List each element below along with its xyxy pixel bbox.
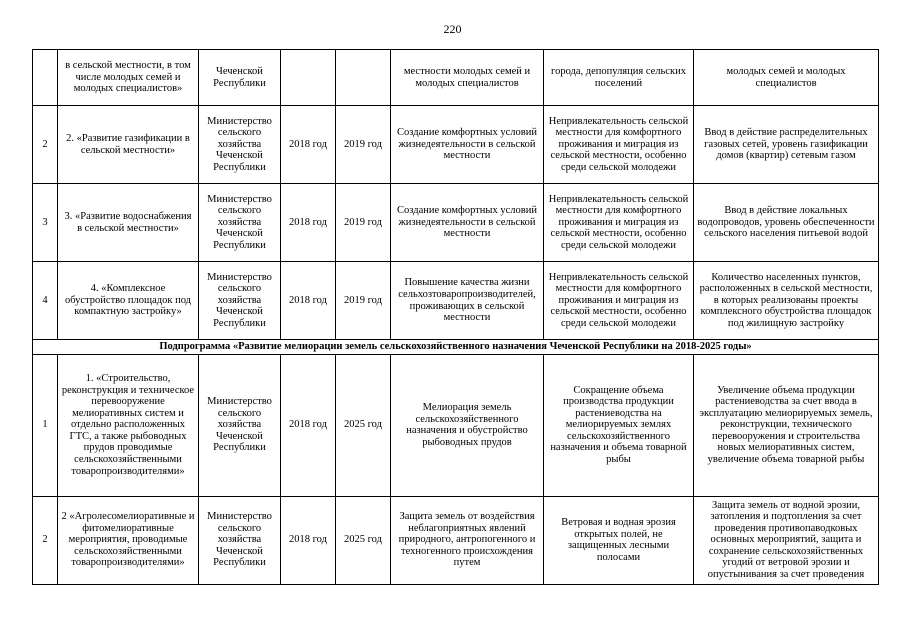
row-number: 4 <box>33 262 58 340</box>
non-implementation-consequence: Сокращение объема производства продукции растениеводства на мелиорируемых землях сельскохозяйственного назначения и объема товарной рыбы <box>544 354 694 496</box>
end-year: 2019 год <box>336 106 391 184</box>
target-indicator: молодых семей и молодых специалистов <box>694 50 879 106</box>
target-indicator: Увеличение объема продукции растениеводства за счет ввода в эксплуатацию мелиорируемых земель, реконструкции, технического перевооружения и строительства новых мелиоративных систем, увеличение объема товарной рыбы <box>694 354 879 496</box>
row-number: 2 <box>33 106 58 184</box>
page-number: 220 <box>443 22 462 36</box>
row-number: 3 <box>33 184 58 262</box>
end-year: 2019 год <box>336 262 391 340</box>
start-year: 2018 год <box>281 496 336 584</box>
non-implementation-consequence: Непривлекательность сельской местности для комфортного проживания и миграция из сельской местности, особенно среди сельской молодежи <box>544 106 694 184</box>
measure-name: 1. «Строительство, реконструкция и техническое перевооружение мелиоративных систем и отдельно расположенных ГТС, а также рыбоводных прудов проводимые сельскохозяйственными товаропроизводителями» <box>58 354 199 496</box>
start-year: 2018 год <box>281 184 336 262</box>
table-row <box>33 262 879 340</box>
measure-name: 2. «Развитие газификации в сельской местности» <box>58 106 199 184</box>
expected-result: Создание комфортных условий жизнедеятельности в сельской местности <box>391 106 544 184</box>
non-implementation-consequence: города, депопуляция сельских поселений <box>544 50 694 106</box>
row-number: 2 <box>33 496 58 584</box>
row-number <box>33 50 58 106</box>
target-indicator: Ввод в действие локальных водопроводов, уровень обеспеченности сельского населения питьевой водой <box>694 184 879 262</box>
executor: Министерство сельского хозяйства Чеченской Республики <box>199 184 281 262</box>
start-year: 2018 год <box>281 354 336 496</box>
table-row <box>33 184 879 262</box>
end-year: 2025 год <box>336 354 391 496</box>
non-implementation-consequence: Непривлекательность сельской местности для комфортного проживания и миграция из сельской местности, особенно среди сельской молодежи <box>544 262 694 340</box>
expected-result: Защита земель от воздействия неблагоприятных явлений природного, антропогенного и техногенного происхождения путем <box>391 496 544 584</box>
executor: Министерство сельского хозяйства Чеченской Республики <box>199 262 281 340</box>
executor: Министерство сельского хозяйства Чеченской Республики <box>199 354 281 496</box>
executor: Министерство сельского хозяйства Чеченской Республики <box>199 106 281 184</box>
end-year: 2019 год <box>336 184 391 262</box>
table-row <box>33 496 879 584</box>
subprogram-heading: Подпрограмма «Развитие мелиорации земель сельскохозяйственного назначения Чеченской Республики на 2018-2025 годы» <box>33 340 879 355</box>
target-indicator: Защита земель от водной эрозии, затопления и подтопления за счет проведения противопаводковых основных мероприятий, защита и сохранение сельскохозяйственных угодий от ветровой эрозии и опустынивания за счет проведения <box>694 496 879 584</box>
table-row <box>33 354 879 496</box>
measure-name: 3. «Развитие водоснабжения в сельской местности» <box>58 184 199 262</box>
measure-name: 4. «Комплексное обустройство площадок под компактную застройку» <box>58 262 199 340</box>
end-year: 2025 год <box>336 496 391 584</box>
subprogram-heading-row <box>33 340 879 355</box>
non-implementation-consequence: Ветровая и водная эрозия открытых полей, не защищенных лесными полосами <box>544 496 694 584</box>
table-row <box>33 106 879 184</box>
end-year <box>336 50 391 106</box>
executor: Чеченской Республики <box>199 50 281 106</box>
expected-result: Повышение качества жизни сельхозтоваропроизводителей, проживающих в сельской местности <box>391 262 544 340</box>
table-row <box>33 50 879 106</box>
expected-result: Создание комфортных условий жизнедеятельности в сельской местности <box>391 184 544 262</box>
start-year <box>281 50 336 106</box>
measures-table <box>32 49 879 585</box>
start-year: 2018 год <box>281 106 336 184</box>
measure-name: в сельской местности, в том числе молодых семей и молодых специалистов» <box>58 50 199 106</box>
row-number: 1 <box>33 354 58 496</box>
non-implementation-consequence: Непривлекательность сельской местности для комфортного проживания и миграция из сельской местности, особенно среди сельской молодежи <box>544 184 694 262</box>
executor: Министерство сельского хозяйства Чеченской Республики <box>199 496 281 584</box>
expected-result: Мелиорация земель сельскохозяйственного назначения и обустройство рыбоводных прудов <box>391 354 544 496</box>
target-indicator: Ввод в действие распределительных газовых сетей, уровень газификации домов (квартир) сетевым газом <box>694 106 879 184</box>
measure-name: 2 «Агролесомелиоративные и фитомелиоративные мероприятия, проводимые сельскохозяйственными товаропроизводителями» <box>58 496 199 584</box>
start-year: 2018 год <box>281 262 336 340</box>
target-indicator: Количество населенных пунктов, расположенных в сельской местности, в которых реализованы проекты комплексного обустройства площадок под жилищную застройку <box>694 262 879 340</box>
expected-result: местности молодых семей и молодых специалистов <box>391 50 544 106</box>
